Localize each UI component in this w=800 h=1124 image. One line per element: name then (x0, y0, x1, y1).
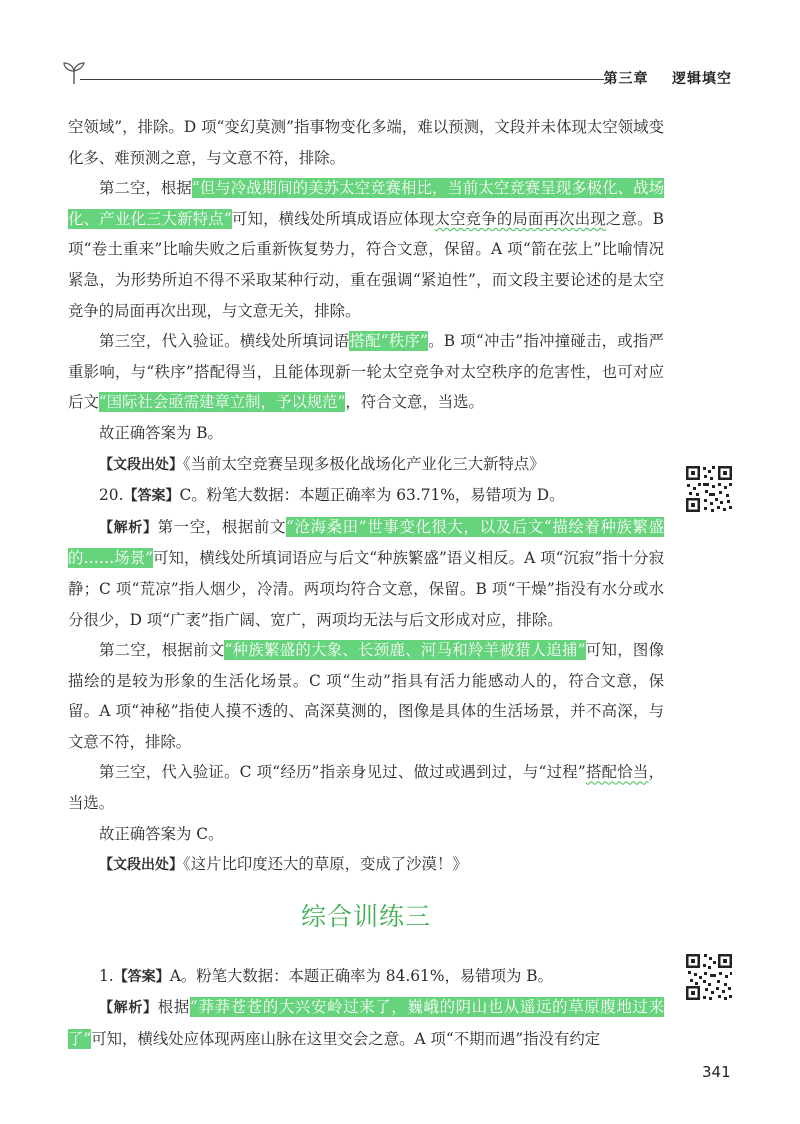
text: 第二空，根据前文 (99, 641, 225, 660)
highlighted-text: “国际社会亟需建章立制，予以规范” (98, 393, 346, 412)
paragraph (68, 512, 664, 635)
paragraph (68, 449, 664, 481)
analysis-tag: 【解析】 (99, 519, 158, 536)
text: ，当选。 (68, 763, 664, 813)
question-answer (68, 961, 664, 993)
chapter-heading (604, 68, 733, 88)
text: 第一空，根据前文 (157, 517, 287, 536)
answer-statement: 故正确答案为 B。 (99, 423, 223, 442)
highlighted-text: “描绘着种族繁盛的……场景” (68, 517, 664, 568)
page-header (60, 60, 732, 90)
header-rule (80, 79, 604, 80)
source-tag: 【文段出处】 (99, 456, 183, 473)
page-body (68, 112, 664, 1055)
analysis-tag: 【解析】 (99, 1000, 158, 1017)
text: 第二空，根据 (99, 179, 192, 198)
paragraph (68, 173, 664, 326)
paragraph (68, 819, 664, 850)
paragraph (68, 112, 664, 173)
text: 可知，横线处所填成语应体现 (231, 209, 435, 228)
paragraph (68, 635, 664, 757)
highlighted-text: 世事变化很大，以及后文 (366, 517, 544, 536)
underlined-text: 搭配恰当 (585, 763, 649, 782)
question-answer (68, 480, 664, 512)
chapter-title: 逻辑填空 (672, 71, 732, 87)
text: 第三空，代入验证。C 项“经历”指亲身见过、做过或遇到过，与“过程” (99, 763, 586, 782)
text: 根据 (157, 998, 190, 1017)
paragraph (68, 326, 664, 418)
text: 第三空，代入验证。横线处所填词语 (99, 332, 350, 351)
source-title: 《当前太空竞赛呈现多极化战场化产业化三大新特点》 (183, 454, 545, 473)
answer-tag: 【答案】 (123, 488, 180, 505)
section-title: 综合训练三 (300, 901, 431, 931)
text: 可知，横线处应体现两座山脉在这里交会之意。A 项“不期而遇”指没有约定 (91, 1030, 601, 1049)
underlined-text: 太空竞争的局面再次出现 (434, 209, 606, 228)
source-tag: 【文段出处】 (99, 857, 183, 874)
highlighted-text: 搭配“秩序” (349, 332, 428, 351)
text: A。粉笔大数据：本题正确率为 84.61%，易错项为 B。 (169, 966, 554, 985)
paragraph (68, 757, 664, 818)
highlighted-text: “但与冷战期间的美苏太空竞赛相比，当前太空竞赛呈现多极化、战场化、产业化三大新特点” (68, 179, 664, 228)
question-number: 1. (99, 966, 114, 985)
text: 之意。B 项“卷土重来”比喻失败之后重新恢复势力，符合文意，保留。A 项“箭在弦上”比喻情况紧急，为形势所迫不得不采取某种行动，重在强调“紧迫性”，而文段主要论述的是太空竞争的局面再次出现，与文意无关，排除。 (68, 209, 664, 320)
qr-code-icon[interactable] (684, 464, 734, 514)
highlighted-text: “种族繁盛的大象、长颈鹿、河马和羚羊被猎人追捕” (224, 641, 586, 660)
question-number: 20. (99, 486, 124, 505)
text: ，符合文意，当选。 (345, 393, 484, 412)
qr-code-icon[interactable] (684, 952, 734, 1002)
chapter-number: 第三章 (603, 71, 649, 87)
source-title: 《这片比印度还大的草原，变成了沙漠！》 (183, 855, 468, 874)
answer-tag: 【答案】 (113, 968, 170, 985)
paragraph (68, 849, 664, 881)
paragraph (68, 992, 664, 1054)
text: 。B 项“冲击”指冲撞碰击，或指严重影响，与“秩序”搭配得当，且能体现新一轮太空竞争对太空秩序的危害性，也可对应后文 (68, 332, 664, 412)
text: 可知，横线处所填词语应与后文“种族繁盛”语义相反。A 项“沉寂”指十分寂静；C 项“荒凉”指人烟少，冷清。两项均符合文意，保留。B 项“干燥”指没有水分或水分很少，D 项“广袤”指广阔、宽广，两项均无法与后文形成对应，排除。 (68, 549, 664, 629)
answer-statement: 故正确答案为 C。 (99, 824, 224, 843)
page-number: 341 (702, 1063, 731, 1081)
highlighted-text: “沧海桑田” (286, 517, 367, 536)
sprout-icon (60, 60, 88, 86)
paragraph (68, 418, 664, 449)
highlighted-text: “莽莽苍苍的大兴安岭过来了，巍峨的阴山也从遥远的草原腹地过来了” (68, 998, 664, 1049)
text: 可知，图像描绘的是较为形象的生活化场景。C 项“生动”指具有活力能感动人的，符合文意，保留。A 项“神秘”指使人摸不透的、高深莫测的，图像是具体的生活场景，并不高深，与文意不符，排除。 (68, 641, 664, 751)
text: C。粉笔大数据：本题正确率为 63.71%，易错项为 D。 (179, 486, 565, 505)
text: 空领域”，排除。D 项“变幻莫测”指事物变化多端，难以预测，文段并未体现太空领域变化多、难预测之意，与文意不符，排除。 (68, 118, 664, 167)
